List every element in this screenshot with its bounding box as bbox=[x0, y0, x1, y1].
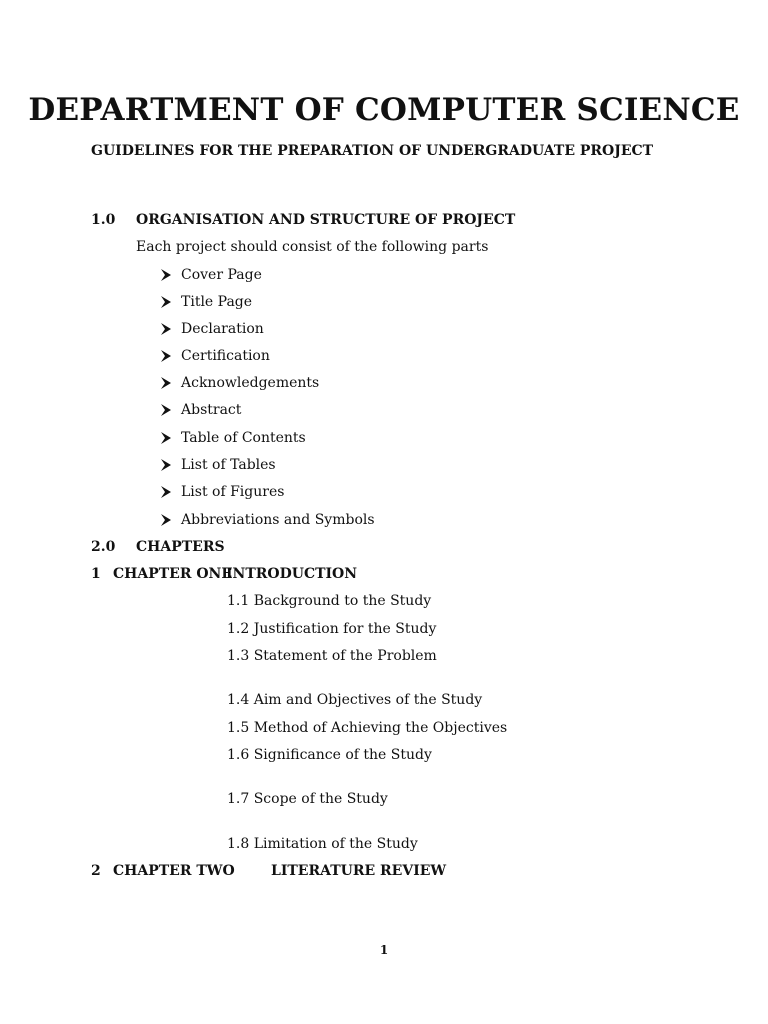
arrow-bullet-icon bbox=[160, 458, 172, 472]
list-item-label: Abstract bbox=[181, 402, 242, 418]
arrow-bullet-icon bbox=[160, 513, 172, 527]
list-item: 1.4 Aim and Objectives of the Study bbox=[227, 692, 483, 708]
list-item: 1.8 Limitation of the Study bbox=[227, 836, 418, 852]
arrow-bullet-icon bbox=[160, 403, 172, 417]
arrow-bullet-icon bbox=[160, 485, 172, 499]
arrow-bullet-icon bbox=[160, 322, 172, 336]
list-item-label: List of Figures bbox=[181, 484, 285, 500]
list-item-label: Acknowledgements bbox=[181, 375, 320, 391]
list-item-label: List of Tables bbox=[181, 457, 276, 473]
list-item-label: Declaration bbox=[181, 321, 264, 337]
list-item: 1.5 Method of Achieving the Objectives bbox=[227, 720, 508, 736]
section-2-title: CHAPTERS bbox=[136, 539, 225, 555]
arrow-bullet-icon bbox=[160, 376, 172, 390]
list-item-label: Table of Contents bbox=[181, 430, 306, 446]
list-item: 1.6 Significance of the Study bbox=[227, 747, 432, 763]
chapter-2-label: CHAPTER TWO bbox=[113, 863, 235, 879]
arrow-bullet-icon bbox=[160, 295, 172, 309]
arrow-bullet-icon bbox=[160, 268, 172, 282]
arrow-bullet-icon bbox=[160, 349, 172, 363]
page-subtitle: GUIDELINES FOR THE PREPARATION OF UNDERGRADUATE PROJECT bbox=[91, 143, 654, 159]
arrow-bullet-icon bbox=[160, 431, 172, 445]
section-1-title: ORGANISATION AND STRUCTURE OF PROJECT bbox=[136, 212, 516, 228]
section-2-number: 2.0 bbox=[91, 539, 116, 555]
list-item: 1.2 Justification for the Study bbox=[227, 621, 437, 637]
list-item-label: Cover Page bbox=[181, 267, 262, 283]
section-1-number: 1.0 bbox=[91, 212, 116, 228]
list-item-label: Certification bbox=[181, 348, 270, 364]
page-title: DEPARTMENT OF COMPUTER SCIENCE bbox=[28, 92, 740, 128]
chapter-2-title: LITERATURE REVIEW bbox=[271, 863, 447, 879]
list-item: 1.7 Scope of the Study bbox=[227, 791, 388, 807]
list-item-label: Abbreviations and Symbols bbox=[181, 512, 375, 528]
section-1-intro: Each project should consist of the following parts bbox=[136, 239, 489, 255]
list-item: 1.1 Background to the Study bbox=[227, 593, 432, 609]
list-item-label: Title Page bbox=[181, 294, 253, 310]
chapter-1-label: CHAPTER ONE bbox=[113, 566, 233, 582]
chapter-1-number: 1 bbox=[91, 566, 101, 582]
page-number: 1 bbox=[379, 943, 389, 957]
chapter-1-title: INTRODUCTION bbox=[226, 566, 358, 582]
list-item: 1.3 Statement of the Problem bbox=[227, 648, 437, 664]
chapter-2-number: 2 bbox=[91, 863, 101, 879]
